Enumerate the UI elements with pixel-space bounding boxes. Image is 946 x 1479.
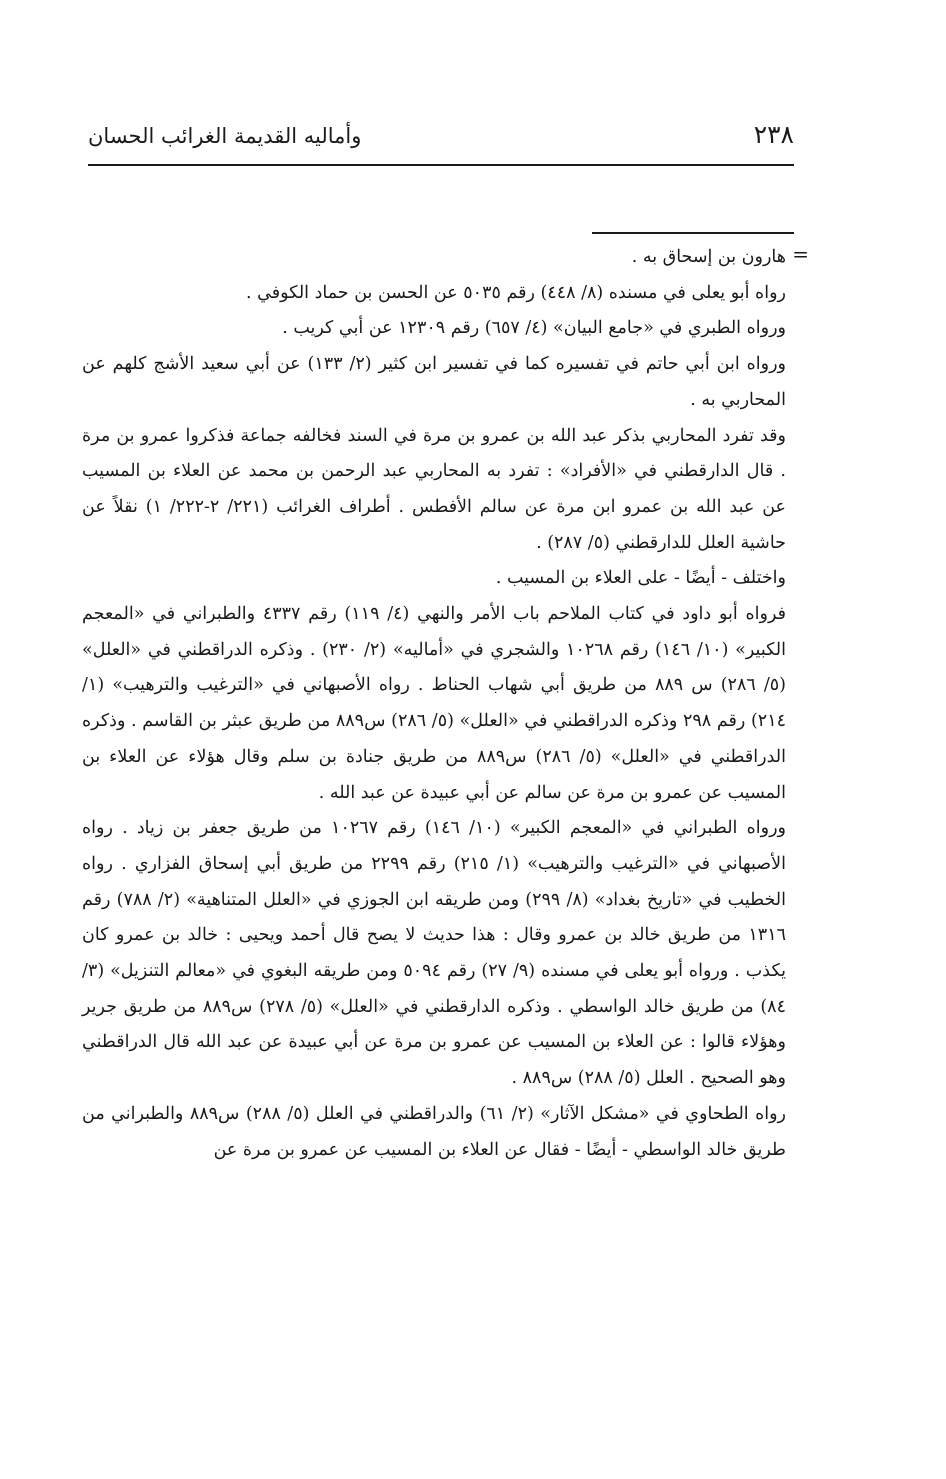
page-header	[88, 118, 794, 158]
footnote-paragraph: هارون بن إسحاق به .	[631, 247, 786, 267]
page-number: ٢٣٨	[753, 120, 794, 149]
footnote-separator-rule	[592, 232, 794, 234]
footnote-paragraph: واختلف - أيضًا - على العلاء بن المسيب .	[495, 568, 786, 589]
footnote-paragraph: ورواه الطبري في «جامع البيان» (٤/ ٦٥٧) رقم ١٢٣٠٩ عن أبي كريب .	[282, 318, 786, 339]
running-title: وأماليه القديمة الغرائب الحسان	[88, 124, 362, 148]
footnote-paragraph: رواه الطحاوي في «مشكل الآثار» (٢/ ٦١) والدراقطني في العلل (٥/ ٢٨٨) س٨٨٩ والطبراني من طريق خالد الواسطي - أيضًا - فقال عن العلاء بن المسيب عن عمرو بن مرة عن	[82, 1103, 787, 1160]
footnote-paragraph: ورواه الطبراني في «المعجم الكبير» (١٠/ ١٤٦) رقم ١٠٢٦٧ من طريق جعفر بن زياد . رواه الأصبهاني في «الترغيب والترهيب» (١/ ٢١٥) رقم ٢٢٩٩ من طريق أبي إسحاق الفزاري . رواه الخطيب في «تاريخ بغداد» (٨/ ٢٩٩) ومن طريقه ابن الجوزي في «العلل المتناهية» (٢/ ٧٨٨) رقم ١٣١٦ من طريق خالد بن عمرو وقال : هذا حديث لا يصح قال أحمد ويحيى : خالد بن عمرو كان يكذب . ورواه أبو يعلى في مسنده (٩/ ٢٧) رقم ٥٠٩٤ ومن طريقه البغوي في «معالم التنزيل» (٣/ ٨٤) من طريق خالد الواسطي . وذكره الدارقطني في «العلل» (٥/ ٢٧٨) س٨٨٩ من طريق جرير وهؤلاء قالوا : عن العلاء بن المسيب عن عمرو بن مرة عن أبي عبيدة عن عبد الله قال الدراقطني وهو الصحيح . العلل (٥/ ٢٨٨) س٨٨٩ .	[82, 818, 787, 1089]
footnote-paragraph: رواه أبو يعلى في مسنده (٨/ ٤٤٨) رقم ٥٠٣٥ عن الحسن بن حماد الكوفي .	[246, 282, 786, 303]
footnote-paragraph: ورواه ابن أبي حاتم في تفسيره كما في تفسير ابن كثير (٢/ ١٣٣) عن أبي سعيد الأشج كلهم عن المحاربي به .	[82, 354, 786, 410]
footnote-text	[82, 240, 786, 1168]
footnote-paragraph: فرواه أبو داود في كتاب الملاحم باب الأمر والنهي (٤/ ١١٩) رقم ٤٣٣٧ والطبراني في «المعجم الكبير» (١٠/ ١٤٦) رقم ١٠٢٦٨ والشجري في «أماليه» (٢/ ٢٣٠) . وذكره الدراقطني في «العلل» (٥/ ٢٨٦) س ٨٨٩ من طريق أبي شهاب الحناط . رواه الأصبهاني في «الترغيب والترهيب» (١/ ٢١٤) رقم ٢٩٨ وذكره الدراقطني في «العلل» (٥/ ٢٨٦) س٨٨٩ من طريق عبثر بن القاسم . وذكره الدراقطني في «العلل» (٥/ ٢٨٦) س٨٨٩ من طريق جنادة بن سلم وقال هؤلاء عن العلاء بن المسيب عن عمرو بن مرة عن سالم عن أبي عبيدة عن عبد الله .	[82, 604, 786, 803]
footnote-paragraph: وقد تفرد المحاربي بذكر عبد الله بن عمرو بن مرة في السند فخالفه جماعة فذكروا عمرو بن مرة . قال الدارقطني في «الأفراد» : تفرد به المحاربي عبد الرحمن بن محمد عن العلاء بن المسيب عن عبد الله بن عمرو ابن مرة عن سالم الأفطس . أطراف الغرائب (٢٢١/ ٢-٢٢٢/ ١) نقلاً عن حاشية العلل للدارقطني (٥/ ٢٨٧) .	[82, 425, 786, 553]
header-rule	[88, 164, 794, 166]
footnote-continuation-mark: =	[792, 242, 809, 266]
